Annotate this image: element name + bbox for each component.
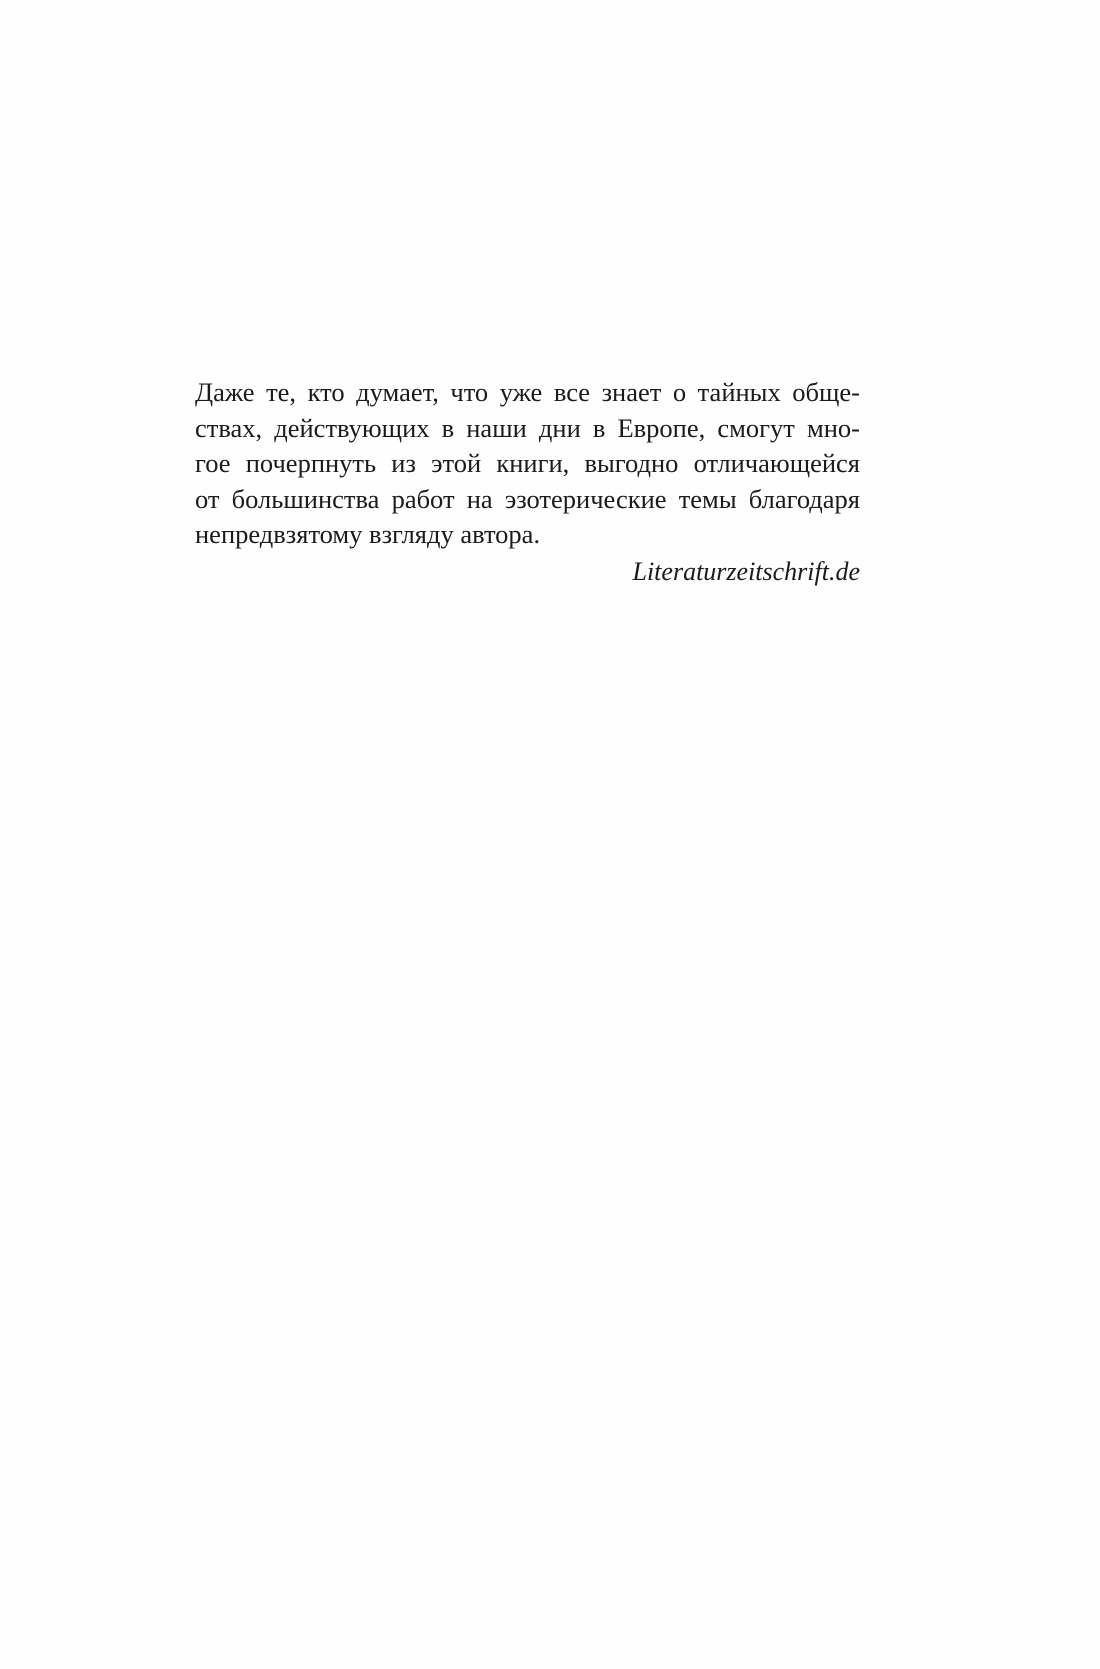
quote-line: непредвзятому взгляду автора.	[195, 519, 541, 549]
quote-line: гое почерпнуть из этой книги, выгодно отличающейся	[195, 448, 860, 478]
quote-line: от большинства работ на эзотерические темы благодаря	[195, 483, 860, 514]
review-quote	[195, 375, 860, 590]
quote-line: ствах, действующих в наши дни в Европе, смогут мно-	[195, 412, 860, 443]
quote-attribution: Literaturzeitschrift.de	[632, 556, 860, 586]
quote-line: Даже те, кто думает, что уже все знает о тайных обще-	[195, 377, 860, 407]
